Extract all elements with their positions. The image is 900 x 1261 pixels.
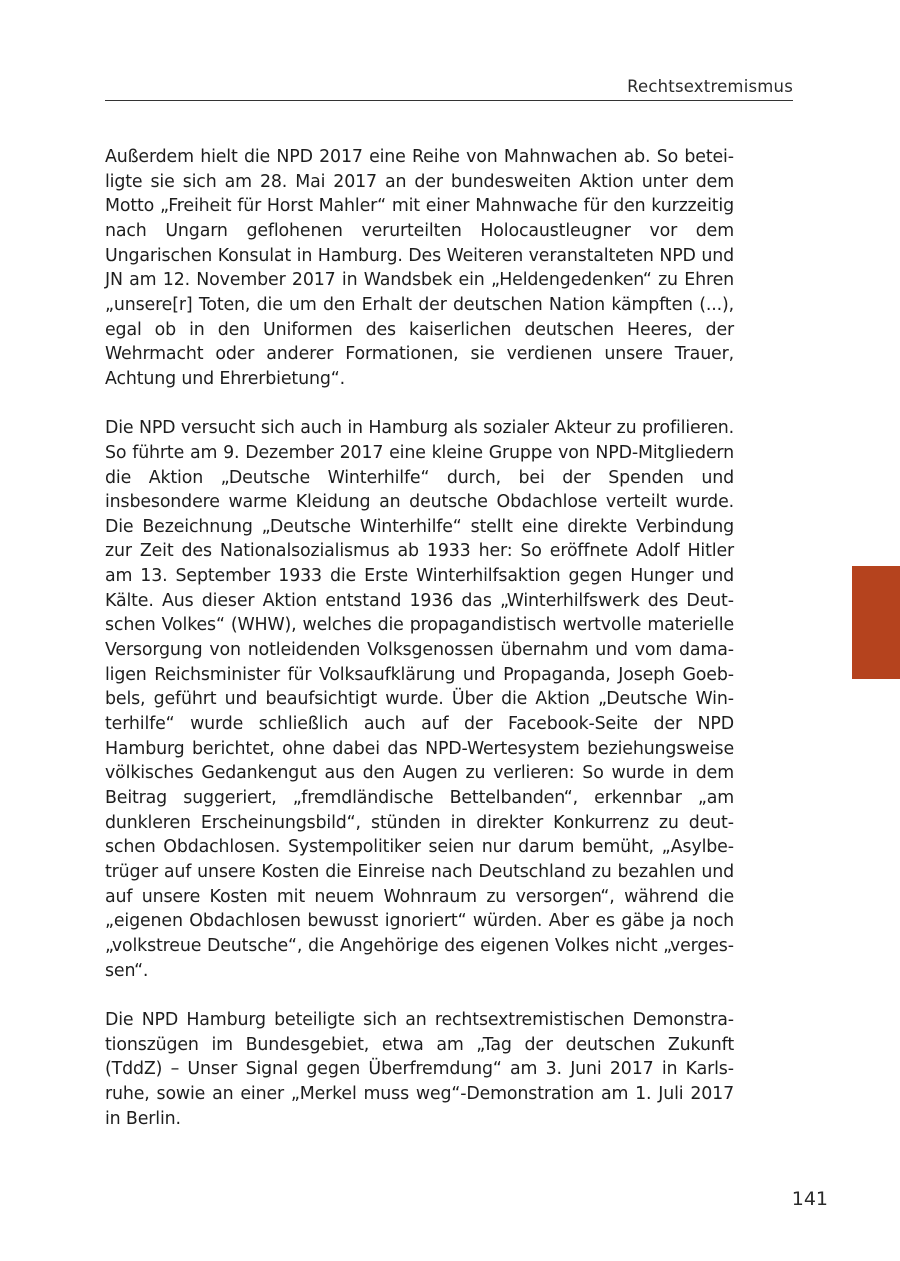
paragraph-demonstrationen: Die NPD Hamburg beteiligte sich an rechtsextremistischen Demonstrationszügen im Bundesgebiet, etwa am „Tag der deutschen Zukunft (TddZ) – Unser Signal gegen Überfremdung“ am 3. Juni 2017 in Karlsruhe, sowie an einer „Merkel muss weg“-Demonstration am 1. Juli 2017 in Berlin. bbox=[105, 1009, 734, 1129]
body-text bbox=[105, 145, 734, 1131]
running-header bbox=[105, 76, 793, 101]
page-number: 141 bbox=[791, 1188, 828, 1210]
paragraph-winterhilfe: Die NPD versucht sich auch in Hamburg als sozialer Akteur zu profilieren. So führte am 9. Dezember 2017 eine kleine Gruppe von NPD-Mitgliedern die Aktion „Deutsche Winterhilfe“ durch, bei der Spenden und insbesondere warme Kleidung an deutsche Obdachlose verteilt wurde. Die Bezeichnung „Deutsche Winterhilfe“ stellt eine direkte Verbindung zur Zeit des Nationalsozialismus ab 1933 her: So eröffnete Adolf Hitler am 13. September 1933 die Erste Winterhilfsaktion gegen Hunger und Kälte. Aus dieser Aktion entstand 1936 das „Winterhilfswerk des Deutschen Volkes“ (WHW), welches die propagandistisch wertvolle materielle Versorgung von notleidenden Volksgenossen übernahm und vom damaligen Reichsminister für Volksaufklärung und Propaganda, Joseph Goebbels, geführt und beaufsichtigt wurde. Über die Aktion „Deutsche Winterhilfe“ wurde schließlich auch auf der Facebook-Seite der NPD Hamburg berichtet, ohne dabei das NPD-Wertesystem beziehungsweise völkisches Gedankengut aus den Augen zu verlieren: So wurde in dem Beitrag suggeriert, „fremdländische Bettelbanden“, erkennbar „am dunkleren Erscheinungsbild“, stünden in direkter Konkurrenz zu deutschen Obdachlosen. Systempolitiker seien nur darum bemüht, „Asylbetrüger auf unsere Kosten die Einreise nach Deutschland zu bezahlen und auf unsere Kosten mit neuem Wohnraum zu versorgen“, während die „eigenen Obdachlosen bewusst ignoriert“ würden. Aber es gäbe ja noch „volkstreue Deutsche“, die Angehörige des eigenen Volkes nicht „vergessen“. bbox=[105, 418, 734, 981]
section-title: Rechtsextremismus bbox=[627, 77, 793, 96]
chapter-tab-marker bbox=[852, 566, 900, 679]
paragraph-mahnwachen: Außerdem hielt die NPD 2017 eine Reihe von Mahnwachen ab. So beteiligte sie sich am 28. Mai 2017 an der bundesweiten Aktion unter dem Motto „Freiheit für Horst Mahler“ mit einer Mahnwache für den kurzzeitig nach Ungarn geflohenen verurteilten Holocaustleugner vor dem Ungarischen Konsulat in Hamburg. Des Weiteren veranstalteten NPD und JN am 12. November 2017 in Wandsbek ein „Heldengedenken“ zu Ehren „unsere[r] Toten, die um den Erhalt der deutschen Nation kämpften (...), egal ob in den Uniformen des kaiserlichen deutschen Heeres, der Wehrmacht oder anderer Formationen, sie verdienen unsere Trauer, Achtung und Ehrerbietung“. bbox=[105, 147, 734, 389]
